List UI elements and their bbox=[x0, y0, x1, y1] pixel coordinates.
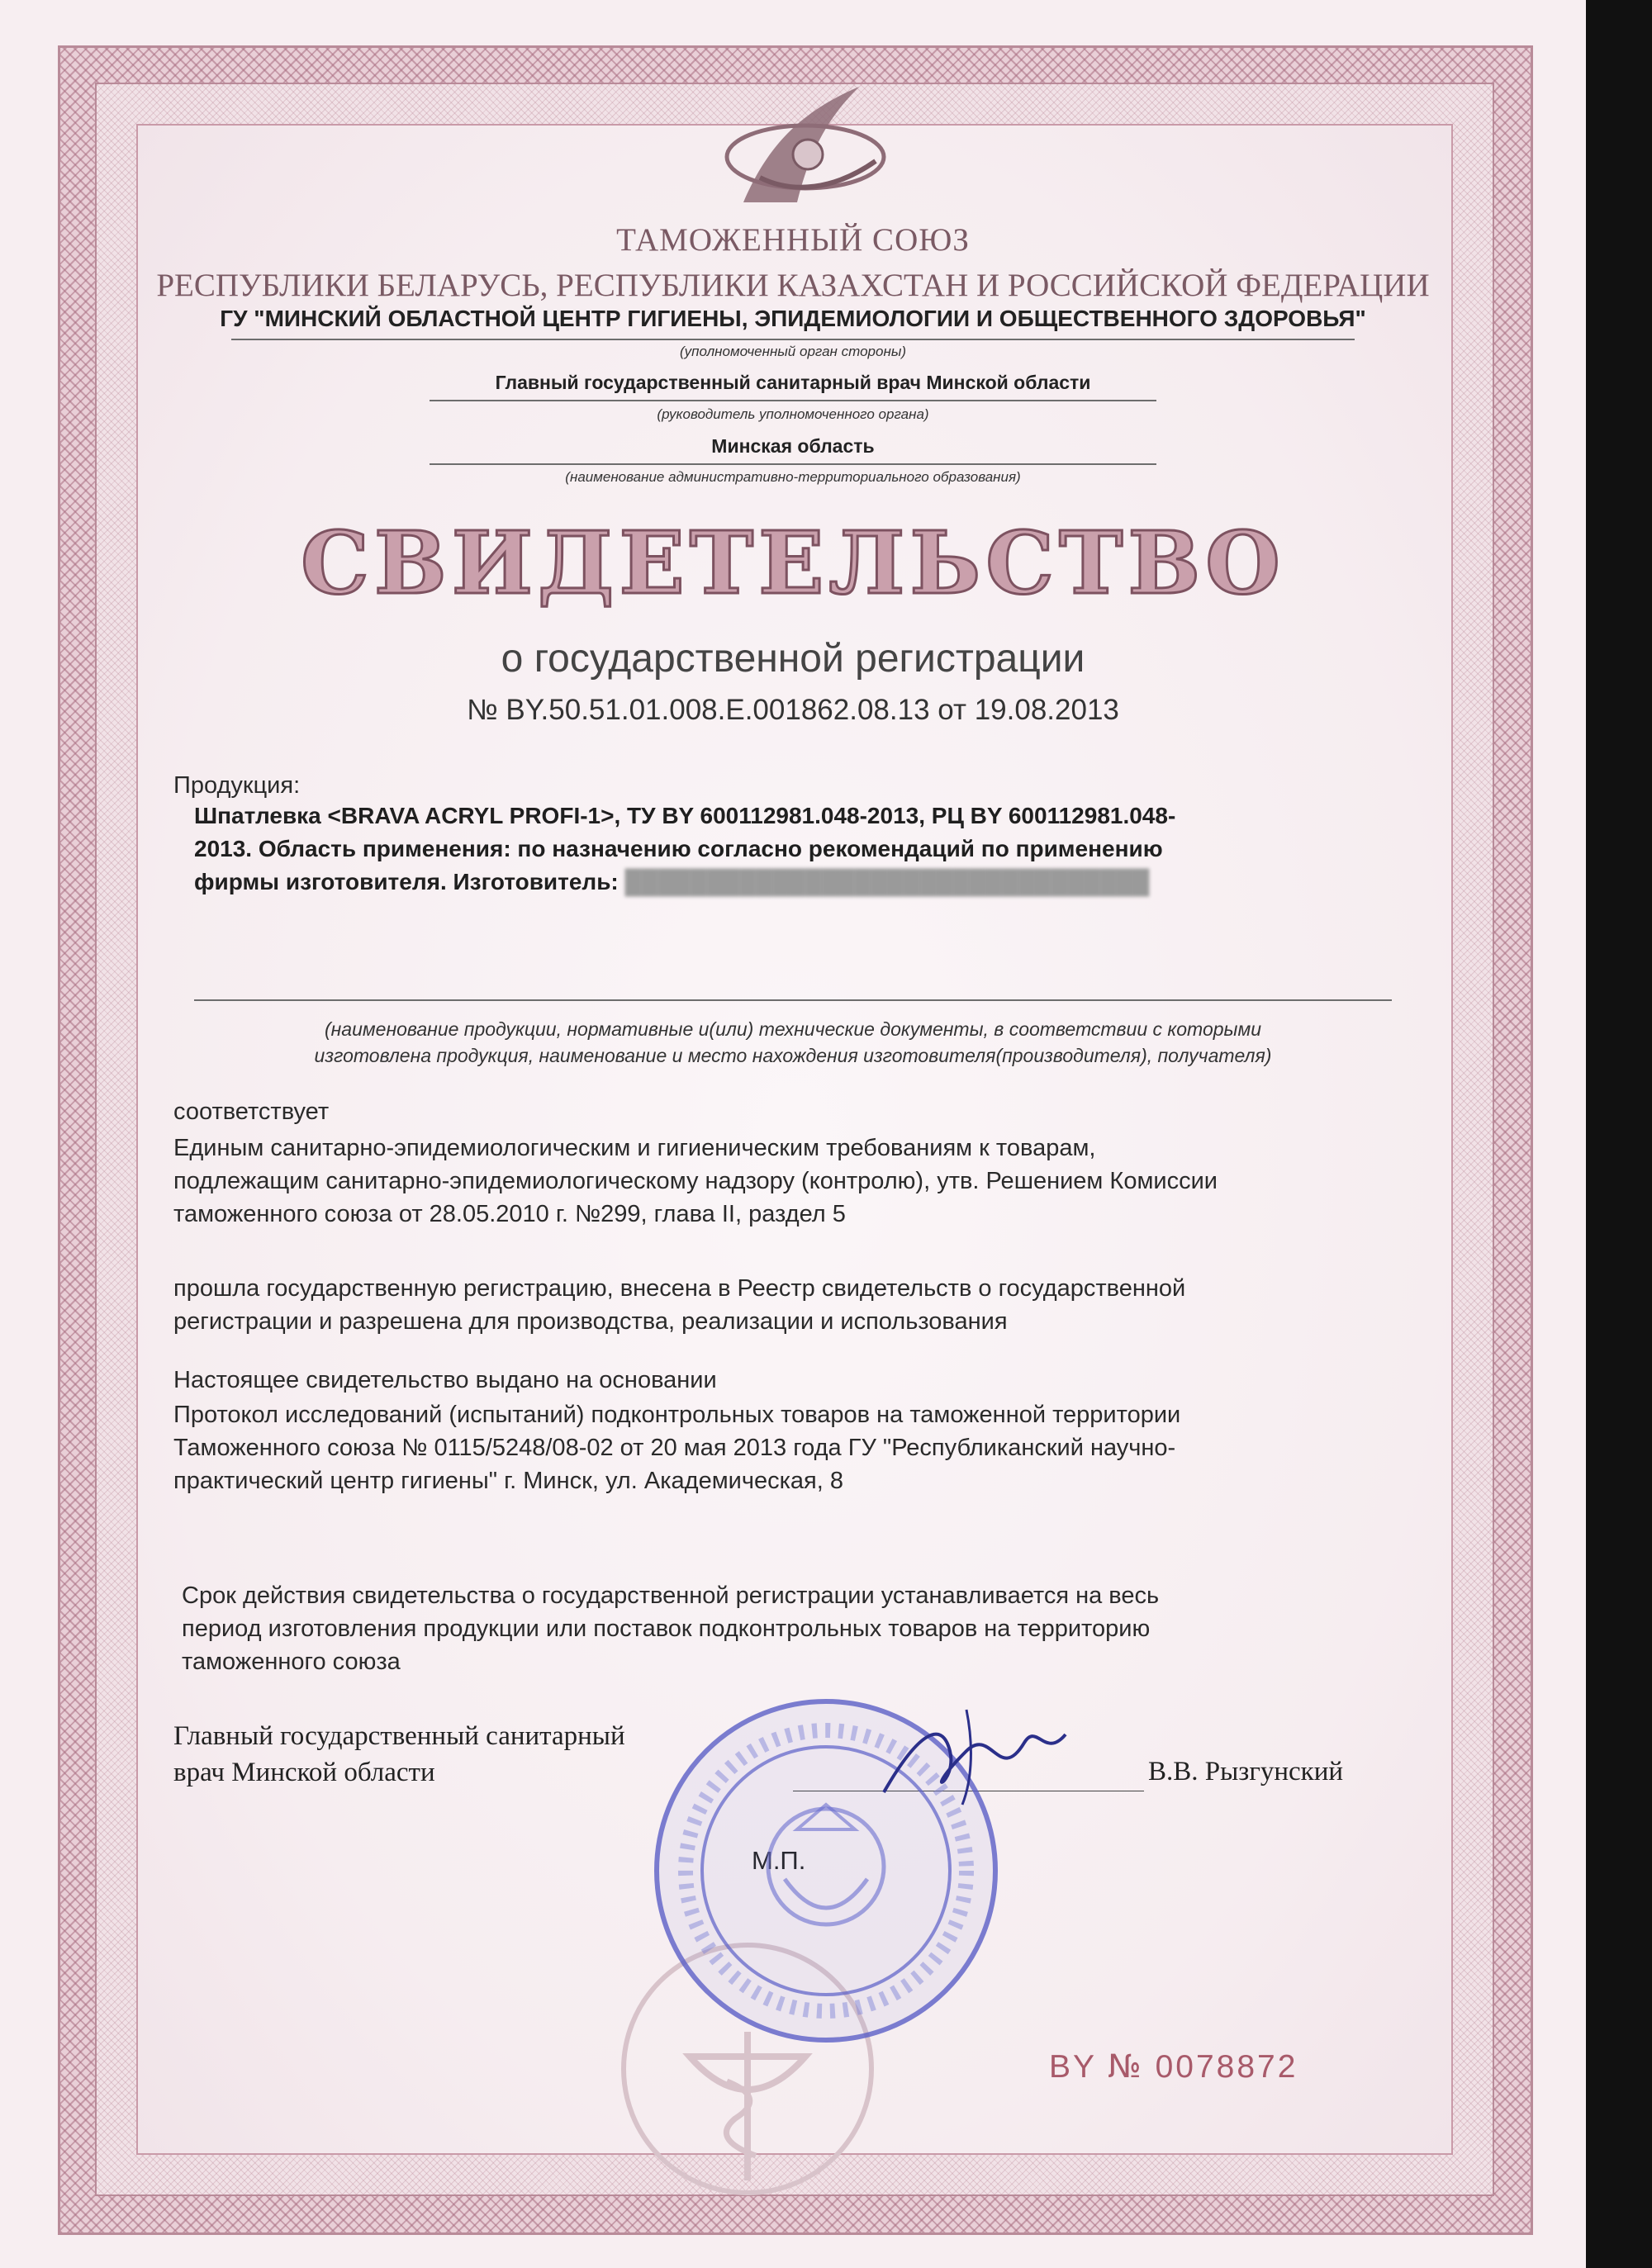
customs-union-logo-icon bbox=[710, 78, 900, 219]
signatory-title-line: Главный государственный санитарный bbox=[173, 1721, 625, 1751]
signatory-title bbox=[173, 1718, 625, 1791]
signatory-name: В.В. Рызгунский bbox=[1148, 1757, 1344, 1786]
serial-prefix: BY bbox=[1049, 2049, 1097, 2085]
conformity-line: подлежащим санитарно-эпидемиологическому надзору (контролю), утв. Решением Комиссии bbox=[173, 1168, 1218, 1194]
authority-head: Главный государственный санитарный врач Минской области bbox=[495, 372, 1091, 393]
conformity-line: Единым санитарно-эпидемиологическим и гигиеническим требованиям к товарам, bbox=[173, 1135, 1096, 1161]
head-caption: (руководитель уполномоченного органа) bbox=[657, 406, 929, 422]
basis-text bbox=[173, 1398, 1180, 1497]
validity-text bbox=[182, 1579, 1159, 1678]
basis-line: практический центр гигиены" г. Минск, ул. Академическая, 8 bbox=[173, 1468, 843, 1494]
product-line: 2013. Область применения: по назначению согласно рекомендаций по применению bbox=[194, 836, 1163, 861]
basis-line: Протокол исследований (испытаний) подконтрольных товаров на таможенной территории bbox=[173, 1402, 1181, 1428]
certificate-title: СВИДЕТЕЛЬСТВО bbox=[301, 512, 1285, 614]
product-caption-line: (наименование продукции, нормативные и(или) технические документы, в соответствии с которыми bbox=[324, 1018, 1262, 1040]
product-description bbox=[194, 799, 1392, 899]
republics-heading: РЕСПУБЛИКИ БЕЛАРУСЬ, РЕСПУБЛИКИ КАЗАХСТАН И РОССИЙСКОЙ ФЕДЕРАЦИИ bbox=[156, 268, 1430, 303]
product-label: Продукция: bbox=[173, 772, 301, 799]
signatory-title-line: врач Минской области bbox=[173, 1758, 435, 1787]
registration-number: № BY.50.51.01.008.E.001862.08.13 от 19.08.2013 bbox=[467, 694, 1119, 726]
product-caption-line: изготовлена продукция, наименование и место нахождения изготовителя(производителя), получателя) bbox=[314, 1045, 1272, 1066]
divider-line bbox=[194, 999, 1392, 1001]
registration-text bbox=[173, 1272, 1185, 1338]
redacted-manufacturer: ████████████████████████████████ bbox=[624, 869, 1150, 894]
conformity-text bbox=[173, 1132, 1218, 1231]
region-caption: (наименование административно-территориального образования) bbox=[565, 469, 1021, 485]
basis-label: Настоящее свидетельство выдано на основании bbox=[173, 1367, 717, 1393]
serial-number-sign: № bbox=[1108, 2048, 1144, 2085]
conformity-label: соответствует bbox=[173, 1098, 330, 1125]
validity-line: таможенного союза bbox=[182, 1649, 401, 1675]
form-serial-number bbox=[1049, 2048, 1298, 2085]
product-line-text: фирмы изготовителя. Изготовитель: bbox=[194, 869, 619, 894]
product-caption bbox=[136, 1016, 1450, 1069]
conformity-line: таможенного союза от 28.05.2010 г. №299, глава II, раздел 5 bbox=[173, 1201, 846, 1227]
divider-line bbox=[430, 400, 1156, 401]
authority-name: ГУ "МИНСКИЙ ОБЛАСТНОЙ ЦЕНТР ГИГИЕНЫ, ЭПИДЕМИОЛОГИИ И ОБЩЕСТВЕННОГО ЗДОРОВЬЯ" bbox=[220, 306, 1366, 331]
authority-caption: (уполномоченный орган стороны) bbox=[680, 344, 906, 359]
serial-number-value: 0078872 bbox=[1155, 2049, 1298, 2085]
scan-edge bbox=[1586, 0, 1652, 2268]
divider-line bbox=[231, 339, 1355, 340]
validity-line: Срок действия свидетельства о государственной регистрации устанавливается на весь bbox=[182, 1582, 1160, 1609]
registration-line: регистрации и разрешена для производства, реализации и использования bbox=[173, 1308, 1008, 1335]
registration-line: прошла государственную регистрацию, внесена в Реестр свидетельств о государственной bbox=[173, 1275, 1186, 1302]
region-name: Минская область bbox=[711, 435, 875, 457]
product-line bbox=[194, 866, 1392, 899]
basis-line: Таможенного союза № 0115/5248/08-02 от 20 мая 2013 года ГУ "Республиканский научно- bbox=[173, 1435, 1176, 1461]
handwritten-signature-icon bbox=[867, 1701, 1082, 1809]
divider-line bbox=[430, 463, 1156, 465]
certificate-subtitle: о государственной регистрации bbox=[501, 637, 1085, 681]
product-line: Шпатлевка <BRAVA ACRYL PROFI-1>, ТУ BY 600112981.048-2013, РЦ BY 600112981.048- bbox=[194, 803, 1176, 828]
customs-union-heading: ТАМОЖЕННЫЙ СОЮЗ bbox=[616, 222, 970, 258]
validity-line: период изготовления продукции или поставок подконтрольных товаров на территорию bbox=[182, 1616, 1151, 1642]
